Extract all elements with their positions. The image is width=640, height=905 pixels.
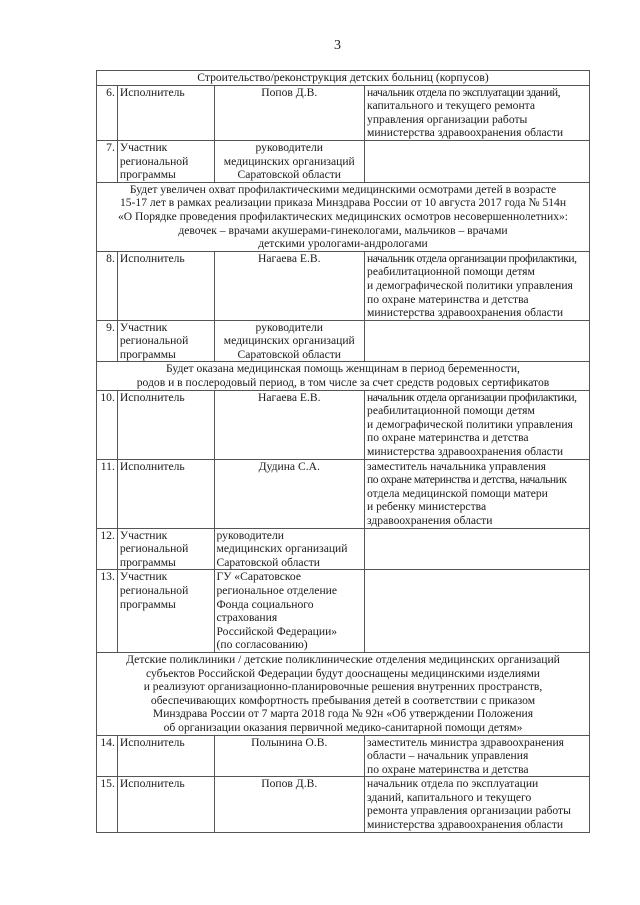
position-cell	[365, 570, 590, 653]
text-line: начальник отдела организации профилактики,	[367, 390, 577, 404]
text-line: руководители	[255, 320, 323, 334]
text-line: Попов Д.В.	[261, 85, 318, 99]
name-cell	[214, 528, 365, 570]
position-cell	[365, 735, 590, 777]
position-cell	[365, 459, 590, 528]
text-line: региональной	[119, 542, 189, 556]
text-line: 15-17 лет в рамках реализации приказа Минздрава России от 10 августа 2017 года № 514н	[119, 196, 567, 210]
name-cell	[214, 390, 365, 459]
text-line: зданий, капитального и текущего	[367, 790, 532, 804]
text-line: программы	[119, 168, 176, 182]
text-line: и демографической политики управления	[367, 417, 573, 431]
text-line: региональной	[119, 334, 189, 348]
text-line: ремонта управления организации работы	[367, 804, 571, 818]
table-row	[97, 459, 590, 528]
row-number: 7.	[97, 140, 118, 182]
text-line: Исполнитель	[119, 735, 185, 749]
text-line: заместитель министра здравоохранения	[367, 735, 565, 749]
text-line: Исполнитель	[119, 85, 185, 99]
section-title	[97, 362, 590, 390]
text-line: Нагаева Е.В.	[257, 251, 321, 265]
role-cell	[117, 251, 214, 320]
text-line: Исполнитель	[119, 459, 185, 473]
table-row	[97, 390, 590, 459]
text-line: медицинских организаций	[223, 334, 355, 348]
text-line: и реализуют организационно-планировочные решения внутренних пространств,	[143, 680, 543, 694]
name-cell	[214, 570, 365, 653]
text-line: Саратовской области	[216, 555, 320, 569]
text-line: Участник	[119, 320, 168, 334]
text-line: ГУ «Саратовское	[216, 570, 302, 584]
text-line: Строительство/реконструкция детских больниц (корпусов)	[197, 71, 489, 84]
section-title	[97, 71, 590, 86]
text-line: «О Порядке проведения профилактических медицинских осмотров несовершеннолетних»:	[117, 209, 569, 223]
row-number: 10.	[97, 390, 118, 459]
text-line: Будет оказана медицинская помощь женщинам в период беременности,	[166, 362, 520, 376]
role-cell	[117, 528, 214, 570]
page-number: 3	[334, 38, 341, 53]
text-line: региональной	[119, 154, 189, 168]
text-line: Попов Д.В.	[261, 777, 318, 791]
position-cell	[365, 320, 590, 362]
row-number: 6.	[97, 85, 118, 140]
row-number: 11.	[97, 459, 118, 528]
table-row	[97, 528, 590, 570]
position-cell	[365, 390, 590, 459]
row-number: 15.	[97, 777, 118, 832]
text-line: программы	[119, 347, 176, 361]
text-line: региональной	[119, 583, 189, 597]
table-row	[97, 735, 590, 777]
table-row	[97, 251, 590, 320]
role-cell	[117, 459, 214, 528]
responsibility-table	[96, 70, 590, 833]
text-line: реабилитационной помощи детям	[367, 404, 535, 418]
text-line: здравоохранения области	[367, 514, 493, 527]
row-number: 13.	[97, 570, 118, 653]
row-number: 8.	[97, 251, 118, 320]
position-cell	[365, 140, 590, 182]
text-line: субъектов Российской Федерации будут дооснащены медицинскими изделиями	[145, 666, 541, 680]
text-line: руководители	[255, 140, 323, 154]
text-line: капитального и текущего ремонта	[367, 99, 536, 113]
text-line: по охране материнства и детства, начальник	[367, 473, 567, 487]
table-row	[97, 570, 590, 653]
text-line: Полынина О.В.	[251, 735, 328, 749]
section-title	[97, 652, 590, 735]
text-line: Участник	[119, 140, 168, 154]
section-title	[97, 182, 590, 251]
text-line: страхования	[216, 611, 278, 625]
text-line: Участник	[119, 570, 168, 584]
text-line: Саратовской области	[237, 168, 341, 182]
text-line: медицинских организаций	[223, 154, 355, 168]
text-line: об организации оказания первичной медико-санитарной помощи детям»	[163, 720, 523, 734]
text-line: министерства здравоохранения области	[367, 126, 564, 140]
text-line: Дудина С.А.	[258, 459, 320, 473]
text-line: и демографической политики управления	[367, 278, 573, 292]
role-cell	[117, 140, 214, 182]
name-cell	[214, 251, 365, 320]
row-number: 9.	[97, 320, 118, 362]
text-line: Российской Федерации»	[216, 624, 338, 638]
row-number: 12.	[97, 528, 118, 570]
name-cell	[214, 777, 365, 832]
text-line: начальник отдела по эксплуатации	[367, 777, 539, 791]
text-line: Саратовской области	[237, 347, 341, 361]
text-line: Будет увеличен охват профилактическими медицинскими осмотрами детей в возрасте	[129, 182, 557, 196]
table-row	[97, 320, 590, 362]
text-line: детскими урологами-андрологами	[258, 237, 428, 251]
name-cell	[214, 85, 365, 140]
text-line: Исполнитель	[119, 251, 185, 265]
role-cell	[117, 735, 214, 777]
table-row	[97, 85, 590, 140]
text-line: по охране материнства и детства	[367, 431, 529, 445]
text-line: отдела медицинской помощи матери	[367, 486, 548, 500]
text-line: Детские поликлиники / детские поликлинические отделения медицинских организаций	[126, 652, 560, 666]
text-line: начальник отдела организации профилактики,	[367, 251, 577, 265]
name-cell	[214, 320, 365, 362]
section-header-row	[97, 362, 590, 390]
position-cell	[365, 85, 590, 140]
text-line: Участник	[119, 528, 168, 542]
text-line: руководители	[216, 528, 284, 542]
role-cell	[117, 390, 214, 459]
text-line: обеспечивающих комфортность пребывания детей в соответствии с приказом	[150, 693, 536, 707]
text-line: (по согласованию)	[216, 638, 308, 652]
text-line: по охране материнства и детства	[367, 292, 529, 306]
text-line: медицинских организаций	[216, 542, 348, 556]
section-header-row	[97, 652, 590, 735]
role-cell	[117, 320, 214, 362]
name-cell	[214, 735, 365, 777]
text-line: Нагаева Е.В.	[257, 390, 321, 404]
text-line: по охране материнства и детства	[367, 762, 529, 776]
text-line: министерства здравоохранения области	[367, 306, 564, 320]
section-header-row	[97, 182, 590, 251]
text-line: региональное отделение	[216, 583, 338, 597]
role-cell	[117, 777, 214, 832]
name-cell	[214, 459, 365, 528]
text-line: девочек – врачами акушерами-гинекологами, мальчиков – врачами	[178, 223, 508, 237]
text-line: Фонда социального	[216, 597, 314, 611]
position-cell	[365, 528, 590, 570]
text-line: управления организации работы	[367, 112, 528, 126]
row-number: 14.	[97, 735, 118, 777]
text-line: министерства здравоохранения области	[367, 445, 564, 459]
section-header-row	[97, 71, 590, 86]
position-cell	[365, 251, 590, 320]
role-cell	[117, 570, 214, 653]
text-line: Минздрава России от 7 марта 2018 года № 92н «Об утверждении Положения	[152, 707, 534, 721]
text-line: министерства здравоохранения области	[367, 818, 564, 832]
text-line: Исполнитель	[119, 777, 185, 791]
text-line: программы	[119, 597, 176, 611]
text-line: программы	[119, 555, 176, 569]
text-line: Исполнитель	[119, 390, 185, 404]
table-row	[97, 777, 590, 832]
role-cell	[117, 85, 214, 140]
text-line: области – начальник управления	[367, 749, 529, 763]
name-cell	[214, 140, 365, 182]
text-line: заместитель начальника управления	[367, 459, 546, 473]
text-line: реабилитационной помощи детям	[367, 265, 535, 279]
text-line: начальник отдела по эксплуатации зданий,	[367, 85, 561, 99]
position-cell	[365, 777, 590, 832]
table-row	[97, 140, 590, 182]
text-line: родов и в послеродовый период, в том числе за счет средств родовых сертификатов	[136, 376, 550, 390]
text-line: и ребенку министерства	[367, 500, 487, 514]
